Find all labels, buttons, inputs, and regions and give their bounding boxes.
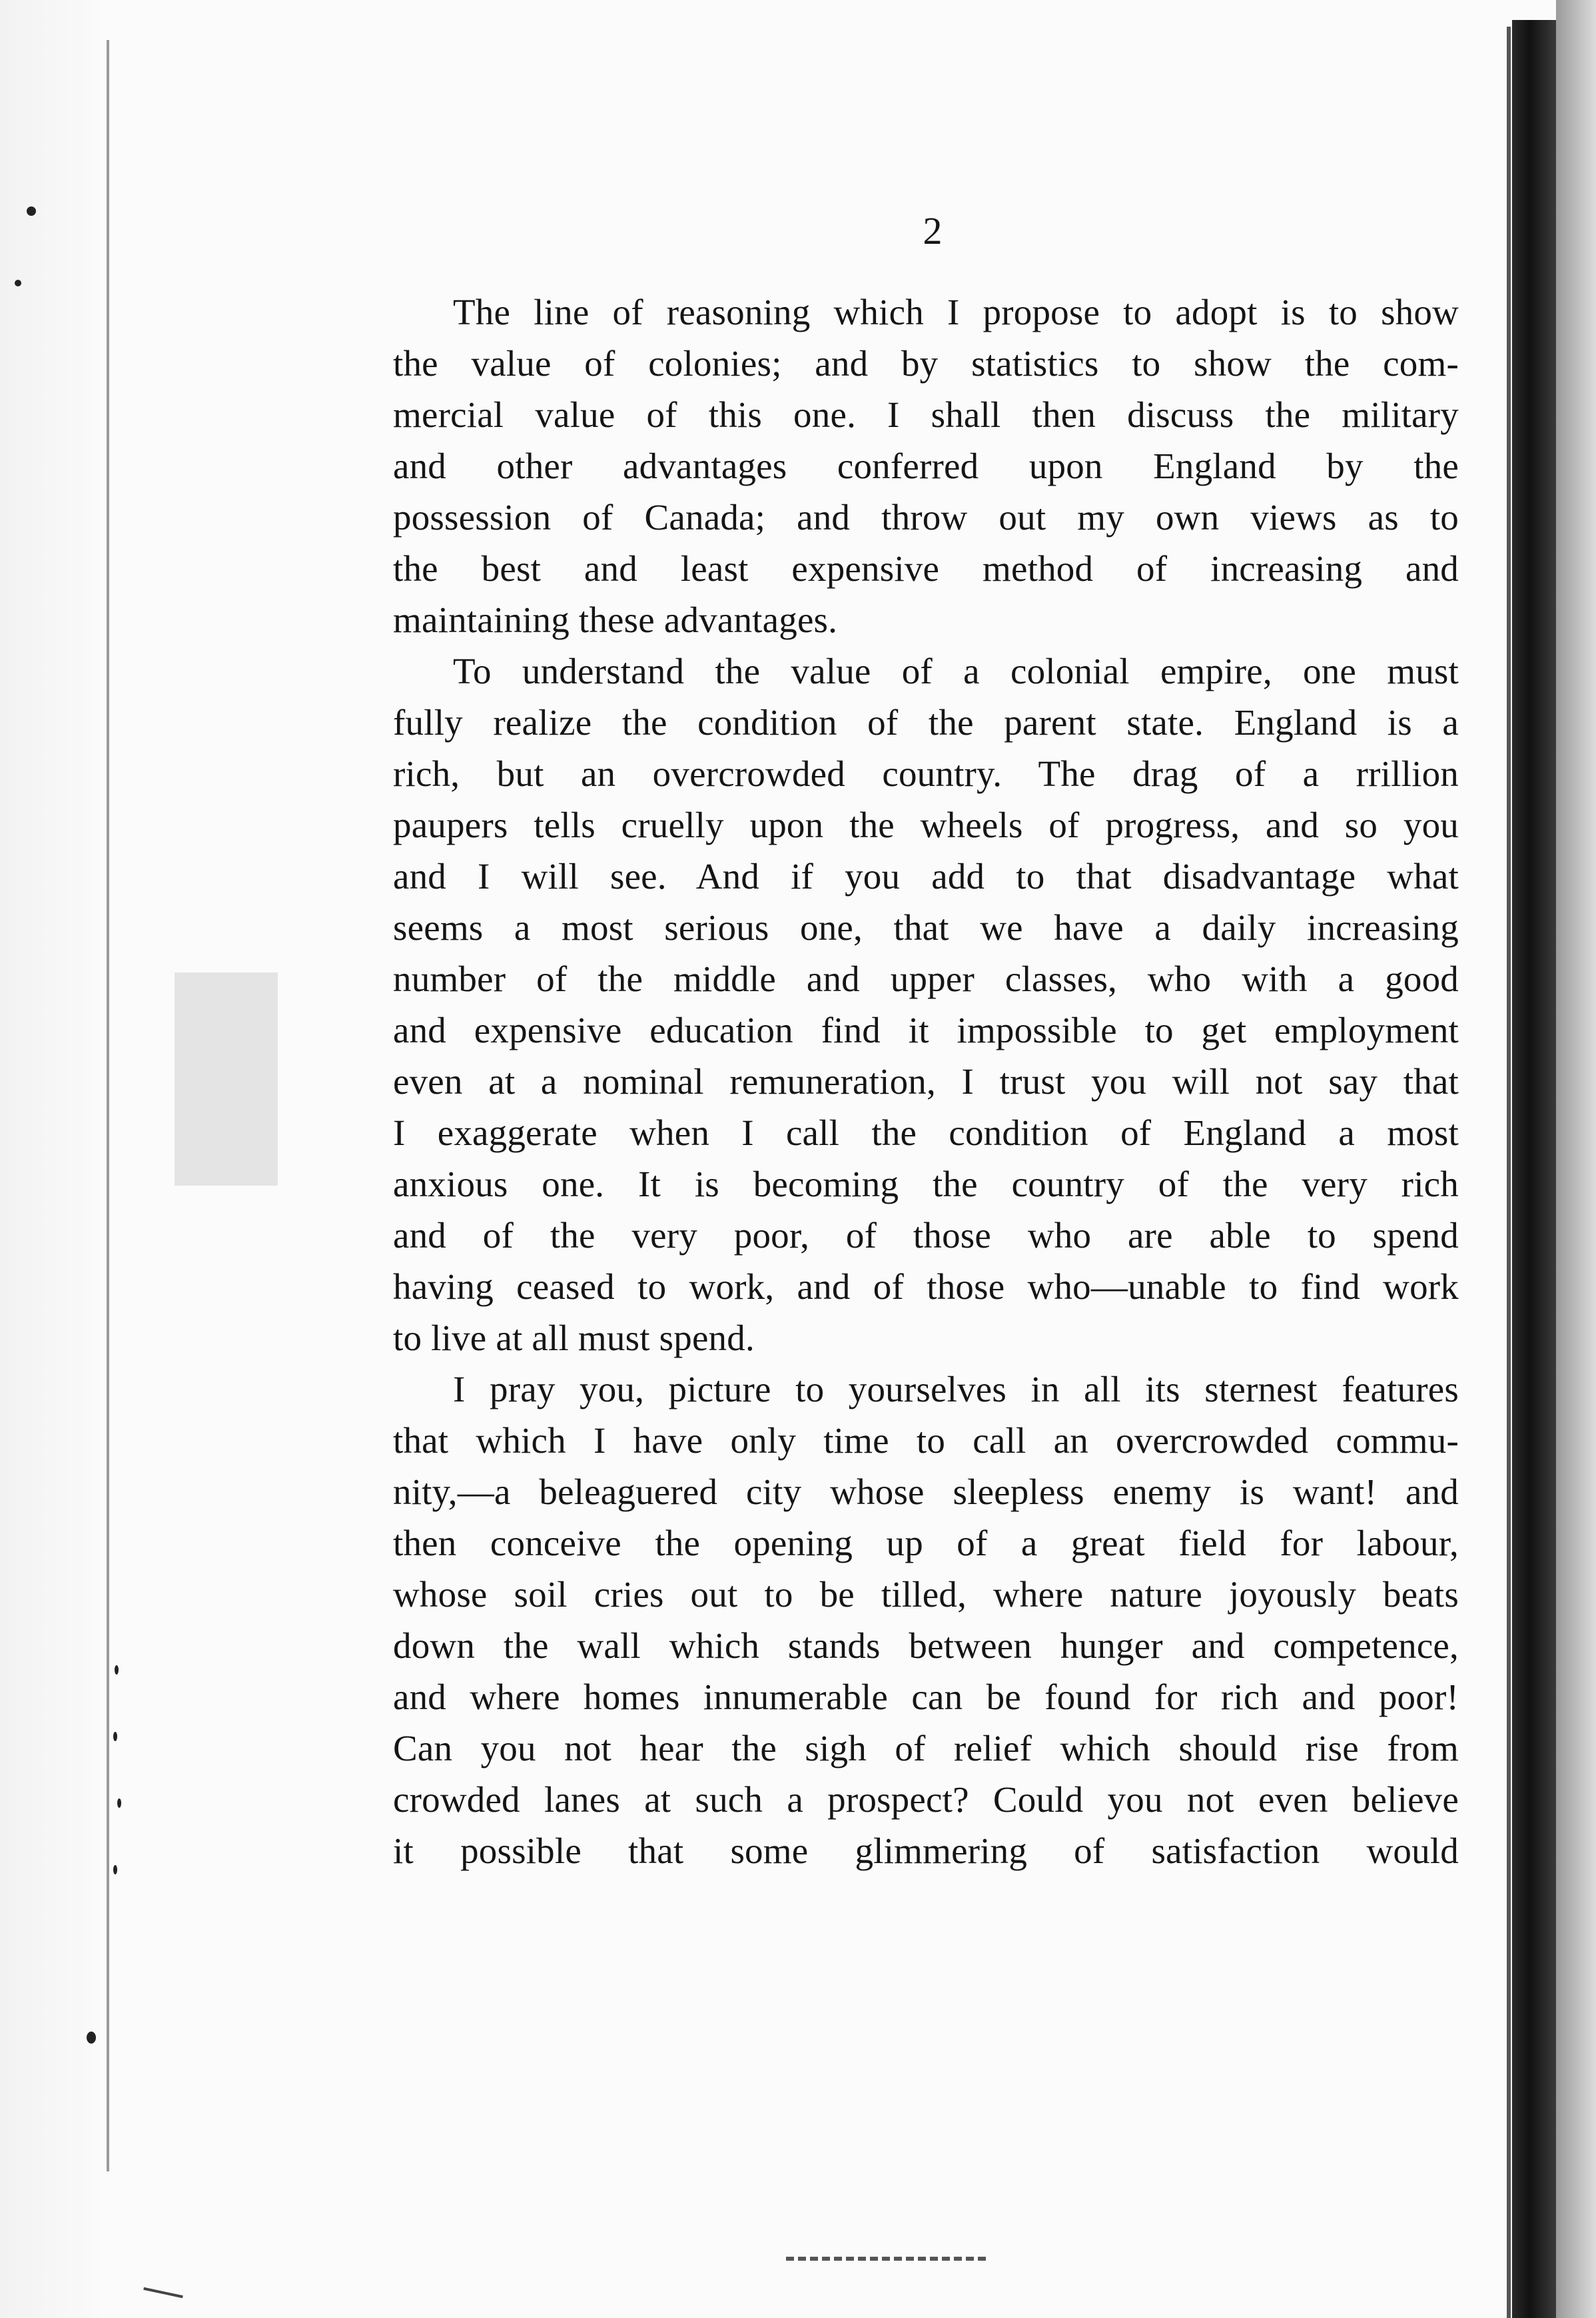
scan-corner-mark	[143, 2287, 183, 2298]
right-gutter-line	[1507, 27, 1511, 2318]
text-line: and I will see. And if you add to that disadvantage what	[393, 856, 1459, 897]
body-text	[393, 286, 1459, 1876]
text-line: the best and least expensive method of increasing and	[393, 548, 1459, 589]
text-line: seems a most serious one, that we have a daily increasing	[393, 907, 1459, 948]
text-line: nity,—a beleaguered city whose sleepless enemy is want! and	[393, 1471, 1459, 1512]
text-line: I pray you, picture to yourselves in all its sternest features	[453, 1369, 1459, 1409]
page-number: 2	[923, 209, 943, 252]
text-line: to live at all must spend.	[393, 1318, 755, 1358]
text-line: and where homes innumerable can be found for rich and poor!	[393, 1677, 1459, 1717]
text-line: and expensive education find it impossible to get employment	[393, 1010, 1459, 1050]
text-line: I exaggerate when I call the condition of England a most	[393, 1112, 1459, 1153]
text-line: mercial value of this one. I shall then discuss the military	[393, 394, 1459, 435]
text-line: rich, but an overcrowded country. The drag of a rrillion	[393, 753, 1459, 794]
scan-bottom-marks	[786, 2257, 986, 2267]
scan-speck	[87, 2032, 96, 2044]
text-line: number of the middle and upper classes, who with a good	[393, 959, 1459, 999]
left-binding-line	[107, 40, 109, 2171]
text-line: maintaining these advantages.	[393, 599, 838, 640]
text-line: and of the very poor, of those who are able to spend	[393, 1215, 1459, 1256]
scan-speck	[15, 280, 21, 286]
text-line: even at a nominal remuneration, I trust you will not say that	[393, 1061, 1459, 1102]
text-line: Can you not hear the sigh of relief which should rise from	[393, 1728, 1459, 1768]
right-binding-shadow	[1512, 20, 1556, 2318]
scan-speck	[113, 1732, 117, 1741]
scan-gray-patch	[175, 972, 278, 1186]
scan-speck	[113, 1865, 117, 1874]
text-line: To understand the value of a colonial empire, one must	[453, 651, 1459, 691]
text-line: it possible that some glimmering of satisfaction would	[393, 1830, 1459, 1871]
text-line: anxious one. It is becoming the country of the very rich	[393, 1164, 1459, 1204]
text-line: whose soil cries out to be tilled, where nature joyously beats	[393, 1574, 1459, 1615]
scan-speck	[27, 206, 36, 216]
text-line: paupers tells cruelly upon the wheels of progress, and so you	[393, 805, 1459, 845]
scan-left-margin	[0, 0, 100, 2318]
text-line: having ceased to work, and of those who—unable to find work	[393, 1266, 1459, 1307]
scan-speck	[117, 1798, 121, 1808]
text-line: The line of reasoning which I propose to adopt is to show	[453, 292, 1459, 332]
text-line: possession of Canada; and throw out my own views as to	[393, 497, 1459, 538]
scan-speck	[115, 1665, 119, 1675]
text-line: crowded lanes at such a prospect? Could you not even believe	[393, 1779, 1459, 1820]
right-page-edge	[1556, 0, 1596, 2318]
text-line: that which I have only time to call an overcrowded commu-	[393, 1420, 1459, 1461]
text-line: down the wall which stands between hunger and competence,	[393, 1625, 1459, 1666]
text-line: fully realize the condition of the parent state. England is a	[393, 702, 1459, 743]
text-line: and other advantages conferred upon England by the	[393, 446, 1459, 486]
text-line: then conceive the opening up of a great field for labour,	[393, 1523, 1459, 1563]
text-line: the value of colonies; and by statistics to show the com-	[393, 343, 1459, 384]
